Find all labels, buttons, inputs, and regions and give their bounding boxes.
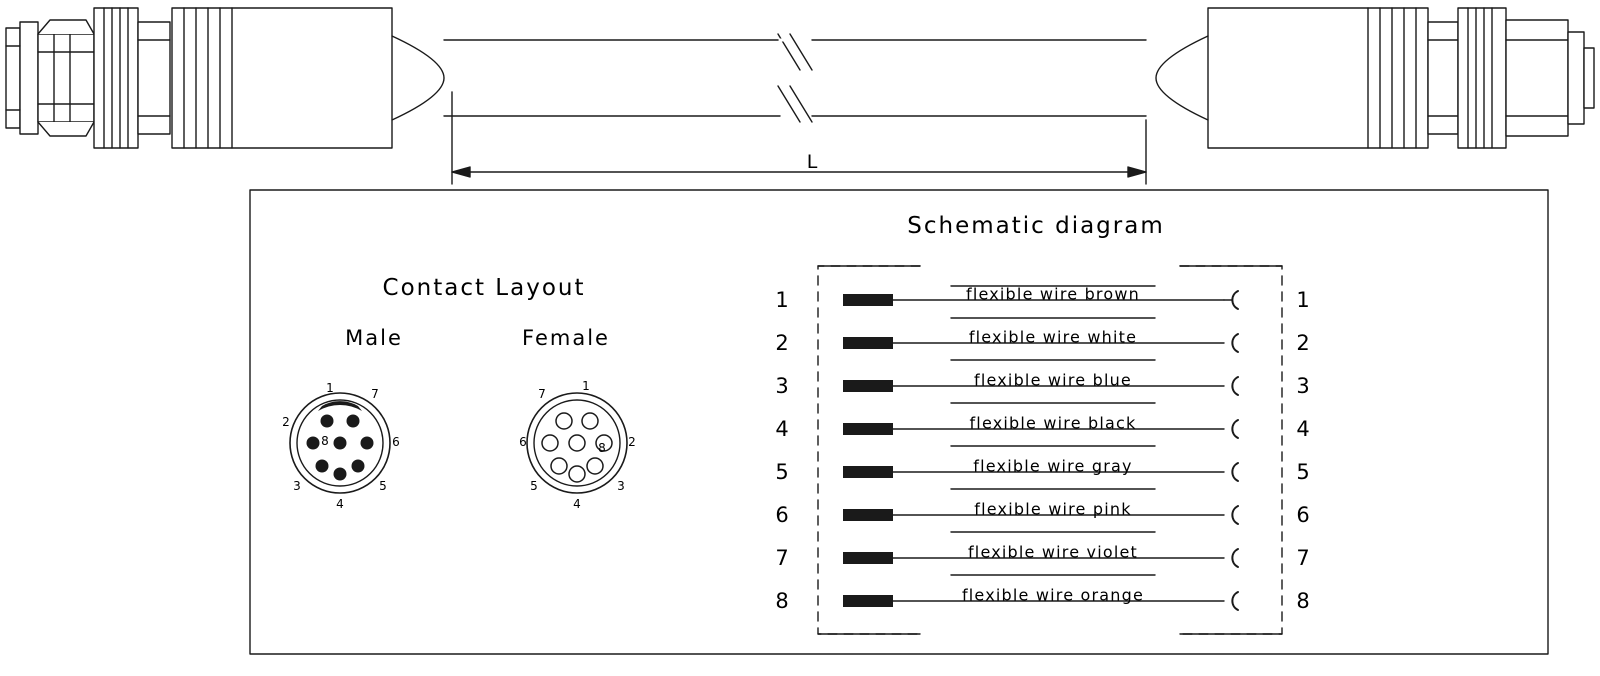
male-pin-6: 6	[392, 435, 400, 449]
left-connector-nut	[38, 20, 94, 136]
male-pin-8: 8	[321, 434, 329, 448]
schematic-left-pin-2: 2	[775, 331, 789, 355]
schematic-right-pin-8: 8	[1296, 589, 1310, 613]
dimension-label-L: L	[806, 151, 818, 173]
cable-break-symbol	[778, 34, 812, 122]
right-coupling-ring	[1428, 8, 1506, 148]
male-contact-face	[290, 393, 390, 493]
left-coupling-ring	[94, 8, 170, 148]
male-label: Male	[345, 326, 403, 350]
female-pin-2: 2	[628, 435, 636, 449]
wire-label-5: flexible wire gray	[973, 456, 1133, 476]
schematic-right-pin-5: 5	[1296, 460, 1310, 484]
schematic-left-pin-1: 1	[775, 288, 789, 312]
schematic-left-pin-6: 6	[775, 503, 789, 527]
male-pin-4: 4	[336, 497, 344, 511]
left-overmold	[172, 8, 444, 148]
female-pin-5: 5	[530, 479, 538, 493]
female-pin-7: 7	[538, 387, 546, 401]
male-pin-3: 3	[293, 479, 301, 493]
female-pin-8: 8	[598, 441, 606, 455]
female-label: Female	[522, 326, 610, 350]
schematic-right-pin-2: 2	[1296, 331, 1310, 355]
wire-label-7: flexible wire violet	[967, 542, 1139, 562]
male-pin-5: 5	[379, 479, 387, 493]
schematic-right-pin-1: 1	[1296, 288, 1310, 312]
schematic-right-pin-4: 4	[1296, 417, 1310, 441]
schematic-title: Schematic diagram	[907, 213, 1165, 239]
wire-label-1: flexible wire brown	[966, 284, 1140, 304]
wire-label-6: flexible wire pink	[974, 499, 1132, 519]
female-pin-3: 3	[617, 479, 625, 493]
wire-label-4: flexible wire black	[969, 413, 1137, 433]
wire-label-3: flexible wire blue	[974, 370, 1132, 390]
schematic-left-pin-3: 3	[775, 374, 789, 398]
wire-label-2: flexible wire white	[968, 327, 1138, 347]
schematic-left-pin-7: 7	[775, 546, 789, 570]
female-pin-4: 4	[573, 497, 581, 511]
schematic-panel-border	[250, 190, 1548, 654]
right-overmold	[1156, 8, 1428, 148]
contact-layout-title: Contact Layout	[382, 275, 586, 301]
schematic-right-pin-7: 7	[1296, 546, 1310, 570]
schematic-left-pin-4: 4	[775, 417, 789, 441]
schematic-right-pin-6: 6	[1296, 503, 1310, 527]
schematic-left-pin-5: 5	[775, 460, 789, 484]
schematic-right-pin-3: 3	[1296, 374, 1310, 398]
female-pin-1: 1	[582, 379, 590, 393]
wire-label-8: flexible wire orange	[961, 585, 1145, 605]
female-contact-face	[527, 393, 627, 493]
schematic-left-pin-8: 8	[775, 589, 789, 613]
cable-body	[444, 40, 1146, 116]
left-connector-tip	[6, 22, 38, 134]
male-pin-1: 1	[326, 381, 334, 395]
right-connector-nut	[1506, 20, 1594, 136]
male-pin-7: 7	[371, 387, 379, 401]
male-pin-2: 2	[282, 415, 290, 429]
dimension-line-L	[452, 92, 1146, 184]
female-pin-6: 6	[519, 435, 527, 449]
